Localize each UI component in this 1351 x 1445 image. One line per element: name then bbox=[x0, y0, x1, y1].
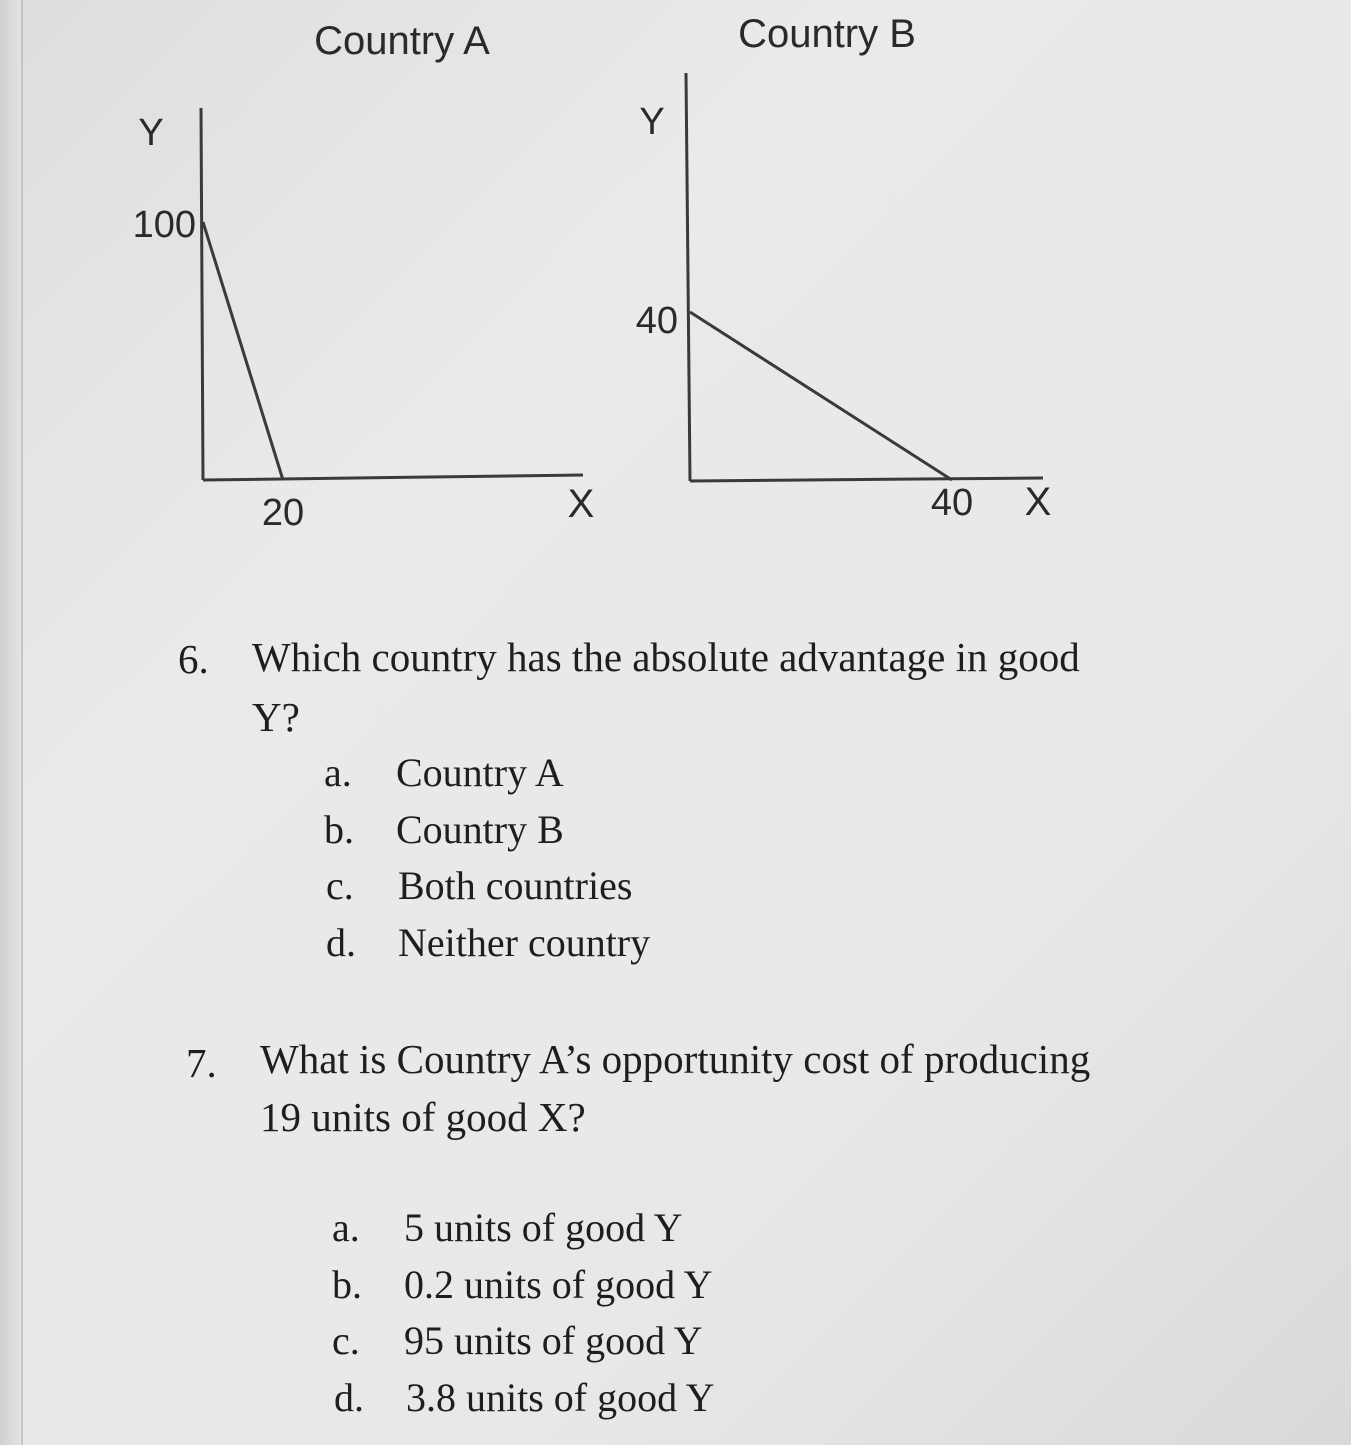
question-6-text-line-1: Which country has the absolute advantage in good bbox=[252, 634, 1080, 680]
option-text: Neither country bbox=[398, 920, 651, 965]
option-letter: c. bbox=[332, 1318, 360, 1363]
chart-a-x-tick-label: 20 bbox=[261, 492, 305, 534]
option-text: 5 units of good Y bbox=[404, 1205, 683, 1250]
option-letter: d. bbox=[326, 920, 356, 965]
option-text: 3.8 units of good Y bbox=[406, 1375, 715, 1420]
question-7-number: 7. bbox=[186, 1040, 217, 1086]
chart-a-y-axis bbox=[201, 108, 203, 480]
chart-b-y-tick-label: 40 bbox=[635, 300, 678, 342]
question-6-text-line-2: Y? bbox=[252, 694, 300, 740]
option-letter: a. bbox=[324, 750, 352, 795]
option-letter: a. bbox=[332, 1205, 360, 1250]
option-text: 95 units of good Y bbox=[404, 1318, 703, 1363]
option-letter: b. bbox=[332, 1262, 362, 1307]
chart-a-title: Country A bbox=[314, 19, 490, 63]
chart-country-a bbox=[133, 19, 595, 534]
question-7-text-line-1: What is Country A’s opportunity cost of producing bbox=[260, 1036, 1091, 1082]
chart-b-x-label: X bbox=[1024, 480, 1052, 524]
option-letter: b. bbox=[324, 807, 354, 852]
option-text: Both countries bbox=[398, 863, 633, 908]
chart-a-ppf-line bbox=[203, 222, 283, 480]
chart-b-x-tick-label: 40 bbox=[930, 482, 974, 524]
option-letter: d. bbox=[334, 1375, 364, 1420]
option-text: Country B bbox=[396, 807, 564, 852]
chart-b-y-label: Y bbox=[639, 101, 665, 143]
chart-b-ppf-line bbox=[690, 312, 952, 480]
chart-a-x-label: X bbox=[567, 482, 595, 526]
option-text: Country A bbox=[396, 750, 564, 795]
ppf-charts bbox=[0, 0, 1351, 600]
question-7-text-line-2: 19 units of good X? bbox=[260, 1094, 586, 1140]
chart-b-y-axis bbox=[686, 73, 690, 481]
option-text: 0.2 units of good Y bbox=[404, 1262, 713, 1307]
chart-country-b bbox=[636, 12, 1052, 524]
chart-a-y-label: Y bbox=[138, 112, 164, 154]
option-letter: c. bbox=[326, 863, 354, 908]
chart-b-x-axis bbox=[690, 478, 1043, 481]
chart-a-y-tick-label: 100 bbox=[132, 204, 196, 246]
chart-a-x-axis bbox=[203, 475, 583, 480]
question-6-number: 6. bbox=[178, 636, 209, 682]
chart-b-title: Country B bbox=[738, 12, 916, 56]
